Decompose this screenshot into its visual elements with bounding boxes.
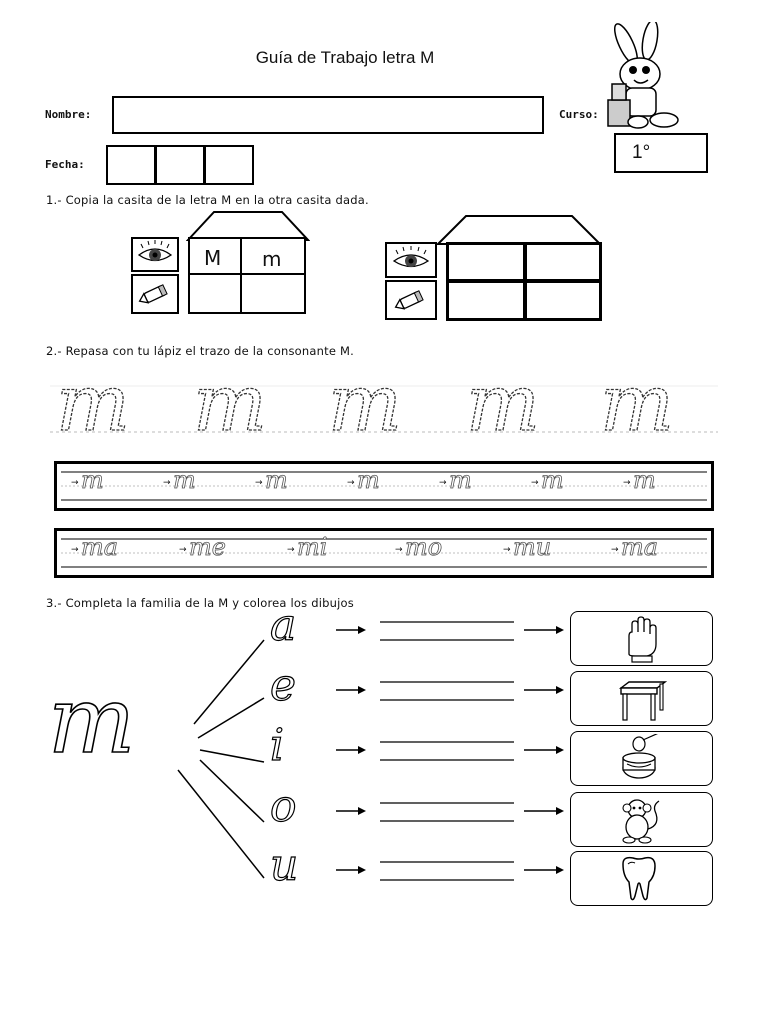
tracing-big-m-1: m (56, 366, 130, 442)
copy-cell-2[interactable] (524, 242, 602, 282)
name-field[interactable] (112, 96, 544, 134)
tracing-text: ma (81, 533, 119, 561)
start-arrow-icon: → (179, 545, 187, 555)
family-big-letter-m: m (48, 667, 136, 774)
start-arrow-icon: → (611, 545, 619, 555)
tooth-icon (615, 854, 667, 904)
vowel-e: e (270, 660, 297, 711)
tracing-big-m-2: m (193, 366, 267, 442)
arrow-right-icon (524, 684, 564, 696)
table-icon (615, 674, 667, 724)
pencil-box (131, 274, 179, 314)
house-cell-empty-1 (188, 273, 242, 314)
page-title: Guía de Trabajo letra M (255, 48, 435, 67)
start-arrow-icon: → (439, 478, 447, 488)
start-arrow-icon: → (255, 478, 263, 488)
tracing-big-row (48, 366, 720, 442)
start-arrow-icon: → (623, 478, 631, 488)
vowel-i: i (270, 720, 285, 771)
tracing-text: m (449, 466, 472, 494)
write-lines-3[interactable] (378, 736, 518, 766)
tracing-text: m (265, 466, 288, 494)
vowel-o: o (270, 781, 297, 832)
picture-box-1[interactable] (570, 611, 713, 666)
course-value: 1° (632, 142, 651, 163)
name-label: Nombre: (45, 108, 92, 121)
letter-lower-m: m (262, 247, 282, 271)
start-arrow-icon: → (503, 545, 511, 555)
honey-pot-icon (615, 734, 667, 784)
tracing-text: m (357, 466, 380, 494)
vowel-a: a (270, 600, 297, 651)
tracing-big-m-5: m (600, 366, 674, 442)
date-label: Fecha: (45, 158, 85, 171)
start-arrow-icon: → (71, 545, 79, 555)
copy-cell-3[interactable] (446, 280, 526, 321)
date-month-field[interactable] (155, 145, 205, 185)
arrow-right-icon (524, 805, 564, 817)
section2-instruction: 2.- Repasa con tu lápiz el trazo de la consonante M. (46, 344, 354, 358)
arrow-right-icon (336, 805, 366, 817)
start-arrow-icon: → (71, 478, 79, 488)
eye-box (131, 237, 179, 272)
tracing-text: mo (405, 533, 443, 561)
tracing-big-m-3: m (328, 366, 402, 442)
tracing-text: m (173, 466, 196, 494)
tracing-row-2 (54, 528, 714, 578)
write-lines-2[interactable] (378, 676, 518, 706)
course-field[interactable] (614, 133, 708, 173)
letter-upper-m: M (204, 246, 222, 270)
tracing-big-m-4: m (466, 366, 540, 442)
write-lines-5[interactable] (378, 856, 518, 886)
picture-box-3[interactable] (570, 731, 713, 786)
copy-cell-1[interactable] (446, 242, 526, 282)
arrow-right-icon (336, 684, 366, 696)
write-lines-1[interactable] (378, 616, 518, 646)
tracing-text: m (541, 466, 564, 494)
arrow-right-icon (524, 744, 564, 756)
hand-icon (615, 614, 667, 664)
bunny-illustration-icon (598, 22, 690, 132)
write-lines-4[interactable] (378, 797, 518, 827)
eye-icon (133, 239, 177, 270)
vowel-u: u (270, 840, 299, 891)
start-arrow-icon: → (347, 478, 355, 488)
copy-cell-4[interactable] (524, 280, 602, 321)
house-cell-upper (188, 237, 242, 275)
monkey-icon (615, 795, 667, 845)
start-arrow-icon: → (287, 545, 295, 555)
arrow-right-icon (524, 624, 564, 636)
picture-box-2[interactable] (570, 671, 713, 726)
arrow-right-icon (336, 624, 366, 636)
date-year-field[interactable] (204, 145, 254, 185)
copy-pencil-box (385, 280, 437, 320)
pencil-icon (133, 276, 177, 312)
family-connector-lines (170, 620, 280, 900)
arrow-right-icon (336, 744, 366, 756)
tracing-row-1 (54, 461, 714, 511)
copy-eye-box (385, 242, 437, 278)
house-cell-empty-2 (240, 273, 306, 314)
tracing-text: mi (297, 533, 328, 561)
tracing-text: ma (621, 533, 659, 561)
start-arrow-icon: → (395, 545, 403, 555)
start-arrow-icon: → (163, 478, 171, 488)
course-label: Curso: (559, 108, 599, 121)
tracing-text: mu (513, 533, 552, 561)
pencil-icon (387, 282, 435, 318)
picture-box-5[interactable] (570, 851, 713, 906)
tracing-text: m (81, 466, 104, 494)
tracing-text: m (633, 466, 656, 494)
section1-instruction: 1.- Copia la casita de la letra M en la otra casita dada. (46, 193, 369, 207)
date-day-field[interactable] (106, 145, 156, 185)
house-cell-lower (240, 237, 306, 275)
eye-icon (387, 244, 435, 276)
picture-box-4[interactable] (570, 792, 713, 847)
arrow-right-icon (524, 864, 564, 876)
section3-instruction: 3.- Completa la familia de la M y colorea los dibujos (46, 596, 354, 610)
tracing-text: me (189, 533, 226, 561)
arrow-right-icon (336, 864, 366, 876)
start-arrow-icon: → (531, 478, 539, 488)
